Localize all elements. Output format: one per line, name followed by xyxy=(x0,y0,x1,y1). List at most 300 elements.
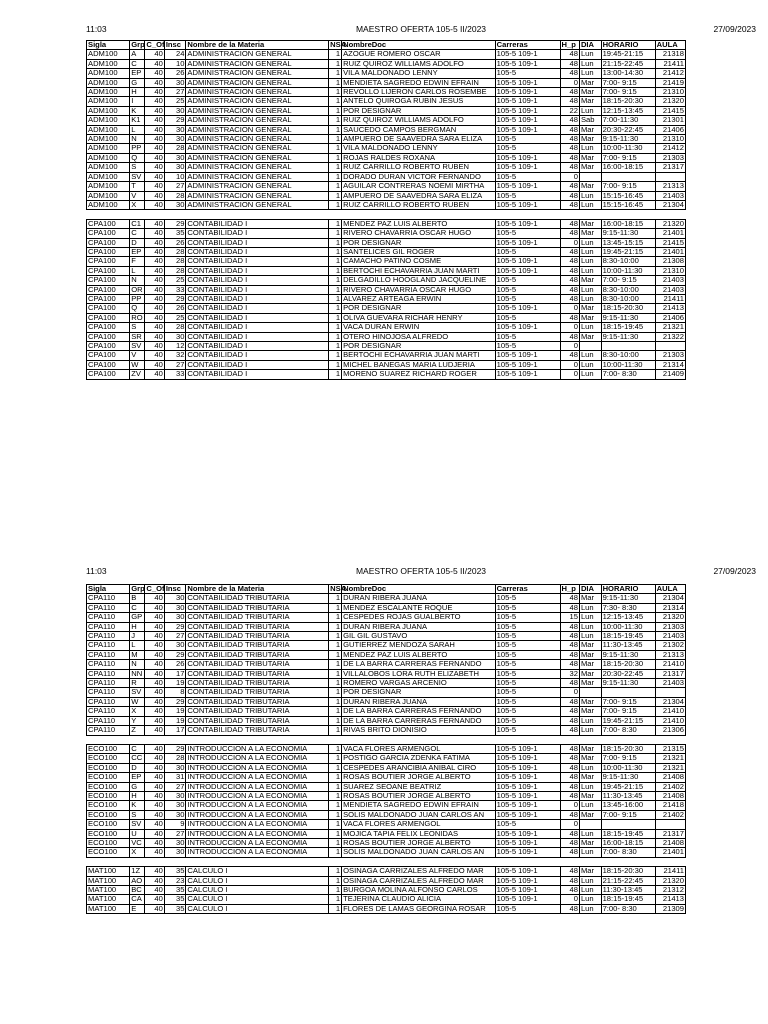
cell-cupo: 40 xyxy=(145,229,164,238)
cell-materia: ADMINISTRACION GENERAL xyxy=(186,172,329,181)
cell-carreras: 105-5 109-1 xyxy=(495,763,560,772)
cell-dia: Mar xyxy=(579,773,601,782)
cell-hp: 48 xyxy=(560,641,579,650)
cell-sigla: MAT100 xyxy=(87,904,130,913)
cell-carreras: 105-5 109-1 xyxy=(495,106,560,115)
cell-docente: OLIVA GUEVARA RICHAR HENRY xyxy=(342,313,496,322)
cell-grp: W xyxy=(130,360,145,369)
cell-horario: 18:15-19:45 xyxy=(601,323,655,332)
cell-grp: C xyxy=(130,603,145,612)
cell-sigla: ADM100 xyxy=(87,182,130,191)
cell-grp: Z xyxy=(130,726,145,735)
cell-horario: 10:00-11:30 xyxy=(601,144,655,153)
cell-hp: 48 xyxy=(560,247,579,256)
cell-nsa: 1 xyxy=(329,88,342,97)
cell-carreras: 105-5 109-1 xyxy=(495,876,560,885)
cell-inscritos: 35 xyxy=(164,904,186,913)
cell-sigla: CPA100 xyxy=(87,351,130,360)
cell-horario: 13:45-16:00 xyxy=(601,801,655,810)
cell-dia: Mar xyxy=(579,810,601,819)
cell-docente: DURAN RIBERA JUANA xyxy=(342,697,496,706)
cell-grp: N xyxy=(130,276,145,285)
cell-dia: Lun xyxy=(579,613,601,622)
cell-carreras: 105-5 xyxy=(495,172,560,181)
cell-docente: MENDIETA SAGREDO EDWIN EFRAIN xyxy=(342,801,496,810)
cell-cupo: 40 xyxy=(145,867,164,876)
cell-inscritos: 8 xyxy=(164,688,186,697)
cell-grp: W xyxy=(130,697,145,706)
cell-docente: OSINAGA CARRIZALES ALFREDO MAR xyxy=(342,876,496,885)
cell-inscritos: 28 xyxy=(164,266,186,275)
cell-aula: 21321 xyxy=(655,754,685,763)
cell-sigla: ECO100 xyxy=(87,782,130,791)
cell-aula: 21410 xyxy=(655,660,685,669)
cell-aula: 21304 xyxy=(655,697,685,706)
cell-grp: H xyxy=(130,622,145,631)
page-header-2 xyxy=(86,566,756,580)
cell-sigla: ADM100 xyxy=(87,135,130,144)
cell-materia: CONTABILIDAD I xyxy=(186,229,329,238)
cell-inscritos: 28 xyxy=(164,257,186,266)
cell-grp: GP xyxy=(130,613,145,622)
cell-cupo: 40 xyxy=(145,219,164,228)
cell-grp: T xyxy=(130,182,145,191)
cell-materia: INTRODUCCION A LA ECONOMIA xyxy=(186,744,329,753)
cell-hp: 48 xyxy=(560,266,579,275)
cell-carreras: 105-5 xyxy=(495,622,560,631)
cell-cupo: 40 xyxy=(145,125,164,134)
cell-hp: 48 xyxy=(560,810,579,819)
cell-horario: 7:00- 9:15 xyxy=(601,707,655,716)
table-row xyxy=(87,276,686,285)
cell-inscritos: 29 xyxy=(164,744,186,753)
cell-cupo: 40 xyxy=(145,904,164,913)
cell-nsa: 1 xyxy=(329,294,342,303)
cell-inscritos: 30 xyxy=(164,163,186,172)
cell-carreras: 105-5 xyxy=(495,726,560,735)
cell-materia: CONTABILIDAD I xyxy=(186,370,329,379)
cell-inscritos: 30 xyxy=(164,125,186,134)
cell-aula: 21318 xyxy=(655,50,685,59)
cell-dia: Lun xyxy=(579,360,601,369)
cell-dia: Mar xyxy=(579,163,601,172)
cell-docente: RUIZ CARRILLO ROBERTO RUBEN xyxy=(342,200,496,209)
cell-dia: Lun xyxy=(579,69,601,78)
cell-grp: SV xyxy=(130,688,145,697)
cell-materia: ADMINISTRACION GENERAL xyxy=(186,106,329,115)
cell-dia xyxy=(579,820,601,829)
cell-dia: Lun xyxy=(579,200,601,209)
cell-inscritos: 25 xyxy=(164,97,186,106)
cell-inscritos: 27 xyxy=(164,632,186,641)
cell-grp: X xyxy=(130,848,145,857)
cell-nsa: 1 xyxy=(329,323,342,332)
cell-nsa: 1 xyxy=(329,191,342,200)
cell-aula: 21403 xyxy=(655,679,685,688)
cell-carreras: 105-5 109-1 xyxy=(495,266,560,275)
column-header-carreras: Carreras xyxy=(495,41,560,50)
cell-sigla: ADM100 xyxy=(87,59,130,68)
cell-hp: 48 xyxy=(560,182,579,191)
cell-cupo: 40 xyxy=(145,135,164,144)
cell-nsa: 1 xyxy=(329,219,342,228)
cell-grp: SR xyxy=(130,332,145,341)
cell-materia: INTRODUCCION A LA ECONOMIA xyxy=(186,773,329,782)
table-row xyxy=(87,782,686,791)
cell-sigla: CPA110 xyxy=(87,716,130,725)
cell-cupo: 40 xyxy=(145,257,164,266)
cell-carreras: 105-5 xyxy=(495,820,560,829)
cell-docente: POR DESIGNAR xyxy=(342,341,496,350)
cell-inscritos: 10 xyxy=(164,172,186,181)
cell-docente: AMPUERO DE SAAVEDRA SARA ELIZA xyxy=(342,135,496,144)
cell-carreras: 105-5 xyxy=(495,650,560,659)
cell-carreras: 105-5 xyxy=(495,191,560,200)
cell-sigla: CPA100 xyxy=(87,229,130,238)
cell-materia: ADMINISTRACION GENERAL xyxy=(186,163,329,172)
cell-nsa: 1 xyxy=(329,69,342,78)
cell-sigla: ADM100 xyxy=(87,97,130,106)
cell-grp: Q xyxy=(130,153,145,162)
cell-horario: 21:15-22:45 xyxy=(601,876,655,885)
cell-horario: 18:15-20:30 xyxy=(601,867,655,876)
cell-sigla: ADM100 xyxy=(87,163,130,172)
cell-hp: 0 xyxy=(560,801,579,810)
cell-nsa: 1 xyxy=(329,838,342,847)
cell-aula: 21310 xyxy=(655,266,685,275)
cell-sigla: CPA100 xyxy=(87,238,130,247)
cell-materia: CONTABILIDAD TRIBUTARIA xyxy=(186,716,329,725)
cell-carreras: 105-5 109-1 xyxy=(495,782,560,791)
cell-inscritos: 29 xyxy=(164,116,186,125)
cell-cupo: 40 xyxy=(145,697,164,706)
cell-inscritos: 30 xyxy=(164,801,186,810)
cell-dia: Mar xyxy=(579,135,601,144)
cell-aula: 21406 xyxy=(655,125,685,134)
cell-sigla: CPA110 xyxy=(87,650,130,659)
cell-hp: 48 xyxy=(560,848,579,857)
cell-nsa: 1 xyxy=(329,744,342,753)
cell-horario: 10:00-11:30 xyxy=(601,266,655,275)
cell-inscritos: 24 xyxy=(164,50,186,59)
cell-dia: Sab xyxy=(579,116,601,125)
cell-horario: 13:00-14:30 xyxy=(601,69,655,78)
cell-carreras: 105-5 109-1 xyxy=(495,360,560,369)
column-header-materia: Nombre de la Materia xyxy=(186,585,329,594)
cell-aula: 21408 xyxy=(655,773,685,782)
cell-sigla: CPA110 xyxy=(87,688,130,697)
cell-carreras: 105-5 xyxy=(495,341,560,350)
cell-sigla: CPA110 xyxy=(87,669,130,678)
cell-inscritos: 19 xyxy=(164,707,186,716)
cell-horario: 7:00- 9:15 xyxy=(601,153,655,162)
cell-docente: MENDEZ PAZ LUIS ALBERTO xyxy=(342,650,496,659)
cell-docente: RIVERO CHAVARRIA OSCAR HUGO xyxy=(342,285,496,294)
column-header-cupo: C_Of xyxy=(146,40,165,49)
cell-nsa: 1 xyxy=(329,341,342,350)
cell-nsa: 1 xyxy=(329,669,342,678)
cell-carreras: 105-5 109-1 xyxy=(495,219,560,228)
cell-inscritos: 29 xyxy=(164,219,186,228)
table-row xyxy=(87,904,686,913)
cell-hp: 48 xyxy=(560,69,579,78)
cell-sigla: CPA100 xyxy=(87,341,130,350)
cell-horario: 19:45-21:15 xyxy=(601,716,655,725)
cell-cupo: 40 xyxy=(145,773,164,782)
cell-inscritos: 28 xyxy=(164,323,186,332)
cell-nsa: 1 xyxy=(329,895,342,904)
cell-hp: 48 xyxy=(560,153,579,162)
cell-cupo: 40 xyxy=(145,810,164,819)
cell-dia: Lun xyxy=(579,323,601,332)
cell-nsa: 1 xyxy=(329,754,342,763)
cell-docente: ROSAS BOUTIER JORGE ALBERTO xyxy=(342,838,496,847)
cell-grp: M xyxy=(130,650,145,659)
cell-hp: 48 xyxy=(560,191,579,200)
cell-cupo: 40 xyxy=(145,716,164,725)
cell-carreras: 105-5 109-1 xyxy=(495,323,560,332)
cell-hp: 0 xyxy=(560,172,579,181)
cell-dia: Mar xyxy=(579,669,601,678)
cell-grp: S xyxy=(130,810,145,819)
cell-nsa: 1 xyxy=(329,613,342,622)
cell-grp: X xyxy=(130,200,145,209)
cell-sigla: CPA100 xyxy=(87,304,130,313)
cell-inscritos: 30 xyxy=(164,848,186,857)
cell-sigla: ECO100 xyxy=(87,801,130,810)
cell-hp: 48 xyxy=(560,867,579,876)
cell-materia: CONTABILIDAD TRIBUTARIA xyxy=(186,622,329,631)
cell-cupo: 40 xyxy=(145,59,164,68)
cell-hp: 48 xyxy=(560,97,579,106)
cell-docente: TEJERINA CLAUDIO ALICIA xyxy=(342,895,496,904)
cell-sigla: CPA100 xyxy=(87,294,130,303)
cell-sigla: ADM100 xyxy=(87,50,130,59)
cell-materia: CONTABILIDAD TRIBUTARIA xyxy=(186,613,329,622)
cell-dia: Lun xyxy=(579,247,601,256)
cell-dia: Mar xyxy=(579,867,601,876)
cell-carreras: 105-5 xyxy=(495,669,560,678)
cell-hp: 48 xyxy=(560,632,579,641)
cell-docente: GUTIERREZ MENDOZA SARAH xyxy=(342,641,496,650)
cell-hp: 48 xyxy=(560,726,579,735)
cell-dia: Lun xyxy=(579,829,601,838)
cell-cupo: 40 xyxy=(145,144,164,153)
table-row xyxy=(87,594,686,603)
cell-carreras: 105-5 109-1 xyxy=(495,50,560,59)
cell-cupo: 40 xyxy=(145,294,164,303)
cell-grp: CC xyxy=(130,754,145,763)
cell-inscritos: 30 xyxy=(164,200,186,209)
cell-inscritos: 35 xyxy=(164,895,186,904)
cell-sigla: CPA100 xyxy=(87,247,130,256)
cell-carreras: 105-5 109-1 xyxy=(495,59,560,68)
cell-aula: 21401 xyxy=(655,247,685,256)
cell-sigla: CPA100 xyxy=(87,219,130,228)
cell-dia: Mar xyxy=(579,697,601,706)
cell-dia: Mar xyxy=(579,78,601,87)
column-header-dia: DIA xyxy=(579,41,601,50)
cell-hp: 48 xyxy=(560,763,579,772)
column-header-inscritos: Insc xyxy=(164,585,186,594)
cell-carreras: 105-5 109-1 xyxy=(495,182,560,191)
cell-docente: ROSAS BOUTIER JORGE ALBERTO xyxy=(342,791,496,800)
column-header-carreras: Carreras xyxy=(495,585,560,594)
cell-carreras: 105-5 xyxy=(495,904,560,913)
cell-grp: V xyxy=(130,351,145,360)
cell-inscritos: 30 xyxy=(164,613,186,622)
cell-inscritos: 28 xyxy=(164,191,186,200)
cell-dia: Lun xyxy=(579,716,601,725)
table-row xyxy=(87,304,686,313)
cell-horario: 8:30-10:00 xyxy=(601,294,655,303)
cell-inscritos: 30 xyxy=(164,135,186,144)
cell-grp: 1Z xyxy=(130,867,145,876)
cell-sigla: ADM100 xyxy=(87,200,130,209)
cell-carreras: 105-5 109-1 xyxy=(495,810,560,819)
cell-docente: REVOLLO LIJERON CARLOS ROSEMBE xyxy=(342,88,496,97)
cell-carreras: 105-5 xyxy=(495,679,560,688)
table-row xyxy=(87,820,686,829)
cell-hp: 0 xyxy=(560,360,579,369)
cell-aula: 21408 xyxy=(655,791,685,800)
cell-nsa: 1 xyxy=(329,791,342,800)
cell-nsa: 1 xyxy=(329,810,342,819)
cell-horario: 10:00-11:30 xyxy=(601,763,655,772)
cell-carreras: 105-5 109-1 xyxy=(495,829,560,838)
cell-dia: Mar xyxy=(579,754,601,763)
table-row xyxy=(87,351,686,360)
cell-horario: 9:15-11:30 xyxy=(601,332,655,341)
cell-horario: 19:45-21:15 xyxy=(601,50,655,59)
cell-horario: 11:30-13:45 xyxy=(601,885,655,894)
cell-carreras: 105-5 xyxy=(495,135,560,144)
cell-horario: 9:15-11:30 xyxy=(601,679,655,688)
cell-hp: 48 xyxy=(560,782,579,791)
cell-sigla: ECO100 xyxy=(87,810,130,819)
cell-inscritos: 17 xyxy=(164,726,186,735)
cell-dia: Mar xyxy=(579,838,601,847)
cell-inscritos: 25 xyxy=(164,313,186,322)
cell-hp: 48 xyxy=(560,313,579,322)
cell-horario: 19:45-21:15 xyxy=(601,782,655,791)
cell-cupo: 40 xyxy=(145,351,164,360)
cell-sigla: CPA110 xyxy=(87,594,130,603)
cell-hp: 48 xyxy=(560,773,579,782)
cell-inscritos: 10 xyxy=(164,59,186,68)
cell-carreras: 105-5 xyxy=(495,144,560,153)
cell-carreras: 105-5 109-1 xyxy=(495,97,560,106)
cell-inscritos: 29 xyxy=(164,697,186,706)
cell-carreras: 105-5 xyxy=(495,247,560,256)
table-row xyxy=(87,688,686,697)
cell-aula: 21309 xyxy=(655,904,685,913)
cell-dia: Lun xyxy=(579,257,601,266)
cell-horario: 8:30-10:00 xyxy=(601,285,655,294)
column-header-grp: Grp xyxy=(131,584,145,593)
cell-horario: 16:00-18:15 xyxy=(601,219,655,228)
print-time: 11:03 xyxy=(86,566,107,576)
cell-aula: 21413 xyxy=(655,304,685,313)
cell-carreras: 105-5 109-1 xyxy=(495,238,560,247)
cell-nsa: 1 xyxy=(329,276,342,285)
cell-carreras: 105-5 109-1 xyxy=(495,88,560,97)
cell-inscritos: 30 xyxy=(164,791,186,800)
cell-dia: Lun xyxy=(579,238,601,247)
column-header-grp: Grp xyxy=(131,40,145,49)
table-row xyxy=(87,895,686,904)
cell-cupo: 40 xyxy=(145,650,164,659)
cell-grp: SV xyxy=(130,172,145,181)
cell-aula: 21320 xyxy=(655,219,685,228)
cell-sigla: ADM100 xyxy=(87,116,130,125)
cell-inscritos: 30 xyxy=(164,603,186,612)
cell-cupo: 40 xyxy=(145,594,164,603)
cell-dia: Mar xyxy=(579,641,601,650)
cell-cupo: 40 xyxy=(145,613,164,622)
cell-docente: SANTELICES GIL ROGER xyxy=(342,247,496,256)
cell-hp: 48 xyxy=(560,716,579,725)
cell-materia: CONTABILIDAD TRIBUTARIA xyxy=(186,603,329,612)
cell-inscritos: 35 xyxy=(164,867,186,876)
table-row xyxy=(87,229,686,238)
cell-cupo: 40 xyxy=(145,360,164,369)
cell-carreras: 105-5 xyxy=(495,229,560,238)
cell-cupo: 40 xyxy=(145,622,164,631)
cell-inscritos: 26 xyxy=(164,304,186,313)
cell-sigla: CPA100 xyxy=(87,332,130,341)
cell-docente: VILA MALDONADO LENNY xyxy=(342,144,496,153)
cell-docente: DE LA BARRA CARRERAS FERNANDO xyxy=(342,660,496,669)
cell-cupo: 40 xyxy=(145,632,164,641)
cell-horario: 7:00- 9:15 xyxy=(601,78,655,87)
cell-nsa: 1 xyxy=(329,50,342,59)
offer-table-page-2 xyxy=(86,584,686,914)
cell-cupo: 40 xyxy=(145,641,164,650)
cell-aula: 21317 xyxy=(655,669,685,678)
column-header-materia: Nombre de la Materia xyxy=(186,41,329,50)
cell-materia: INTRODUCCION A LA ECONOMIA xyxy=(186,848,329,857)
cell-nsa: 1 xyxy=(329,163,342,172)
cell-sigla: ADM100 xyxy=(87,78,130,87)
cell-hp: 0 xyxy=(560,688,579,697)
cell-cupo: 40 xyxy=(145,69,164,78)
cell-hp: 48 xyxy=(560,276,579,285)
table-row xyxy=(87,200,686,209)
cell-nsa: 1 xyxy=(329,867,342,876)
cell-nsa: 1 xyxy=(329,688,342,697)
cell-cupo: 40 xyxy=(145,838,164,847)
table-row xyxy=(87,144,686,153)
cell-aula: 21313 xyxy=(655,182,685,191)
cell-inscritos: 35 xyxy=(164,229,186,238)
cell-dia: Lun xyxy=(579,726,601,735)
cell-docente: DURAN RIBERA JUANA xyxy=(342,622,496,631)
cell-nsa: 1 xyxy=(329,360,342,369)
table-row xyxy=(87,323,686,332)
cell-nsa: 1 xyxy=(329,106,342,115)
cell-aula: 21415 xyxy=(655,238,685,247)
cell-hp: 0 xyxy=(560,323,579,332)
cell-carreras: 105-5 109-1 xyxy=(495,848,560,857)
cell-cupo: 40 xyxy=(145,791,164,800)
cell-aula xyxy=(655,688,685,697)
cell-sigla: ADM100 xyxy=(87,69,130,78)
cell-hp: 48 xyxy=(560,650,579,659)
cell-cupo: 40 xyxy=(145,106,164,115)
column-header-docente: NombreDoc xyxy=(342,41,496,50)
cell-aula: 21303 xyxy=(655,351,685,360)
